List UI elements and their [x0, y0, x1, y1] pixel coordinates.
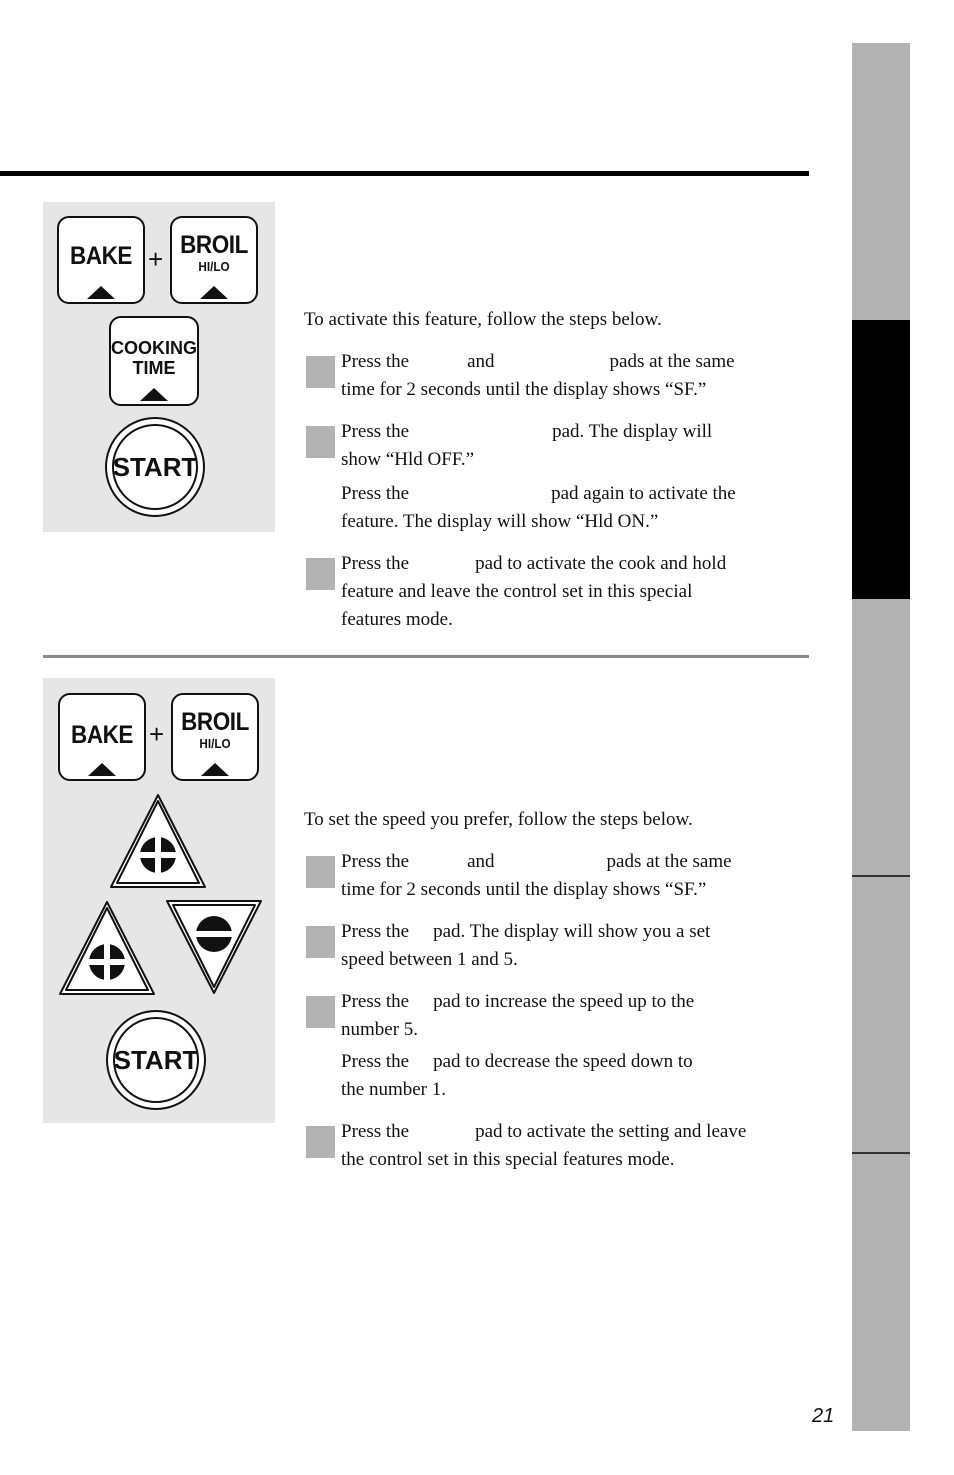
step-number-box: [306, 856, 335, 888]
step-text: pad. The display will show you a set: [433, 921, 711, 942]
step-number-box: [306, 926, 335, 958]
triangle-icon: [87, 286, 115, 299]
step-number-box: [306, 1126, 335, 1158]
start-pad: [106, 1010, 206, 1110]
section1-step-2b: [341, 480, 811, 536]
up-arrow-pad: [108, 793, 208, 890]
step-text: Press the: [341, 1051, 410, 1072]
broil-pad: [170, 216, 258, 304]
step-text: the control set in this special features mode.: [341, 1149, 675, 1170]
section1-intro: To activate this feature, follow the steps below.: [304, 309, 662, 330]
step-number-box: [306, 558, 335, 590]
step-text: Press the: [341, 921, 410, 942]
plus-sign: +: [148, 244, 164, 274]
section1-step-2: [341, 418, 811, 474]
broil-pad-sublabel: HI/LO: [199, 736, 231, 751]
step-text: speed between 1 and 5.: [341, 949, 518, 970]
step-text: pads at the same: [606, 851, 732, 872]
step-text: Press the: [341, 483, 410, 504]
step-text: pad to activate the cook and hold: [475, 553, 727, 574]
step-text: Press the: [341, 851, 410, 872]
cooking-time-pad: [109, 316, 199, 406]
top-rule: [0, 171, 809, 176]
start-pad-label: START: [113, 1017, 199, 1103]
bake-pad-label: BAKE: [71, 721, 133, 749]
triangle-icon: [201, 763, 229, 776]
side-tab-divider: [852, 1152, 910, 1154]
down-arrow-pad: [164, 898, 264, 995]
broil-pad: [171, 693, 259, 781]
section2-intro: To set the speed you prefer, follow the steps below.: [304, 809, 693, 830]
step-text: Press the: [341, 553, 410, 574]
section1-pad-panel: [43, 202, 275, 532]
step-text: pads at the same: [609, 351, 735, 372]
step-text: Press the: [341, 1121, 410, 1142]
step-text: pad to activate the setting and leave: [475, 1121, 747, 1142]
step-text: show “Hld OFF.”: [341, 449, 475, 470]
step-text: and: [467, 851, 495, 872]
cooking-time-label-2: TIME: [132, 358, 176, 378]
side-tab-divider: [852, 875, 910, 877]
side-tab-active: [852, 320, 910, 599]
broil-pad-label: BROIL: [180, 231, 248, 259]
step-text: Press the: [341, 421, 410, 442]
step-text: time for 2 seconds until the display shows “SF.”: [341, 879, 707, 900]
triangle-icon: [88, 763, 116, 776]
triangle-icon: [200, 286, 228, 299]
section2-step-4: [341, 1118, 811, 1174]
side-tab-strip: [852, 43, 910, 1431]
section1-step-3: [341, 550, 811, 634]
broil-pad-label: BROIL: [181, 708, 249, 736]
section2-step-3b: [341, 1048, 811, 1104]
step-text: number 5.: [341, 1019, 419, 1040]
bake-pad-label: BAKE: [70, 242, 132, 270]
step-text: the number 1.: [341, 1079, 447, 1100]
step-number-box: [306, 996, 335, 1028]
step-text: Press the: [341, 351, 410, 372]
section2-step-3: [341, 988, 811, 1044]
triangle-icon: [140, 388, 168, 401]
section2-pad-panel: [43, 678, 275, 1123]
section2-step-2: [341, 918, 811, 974]
step-number-box: [306, 426, 335, 458]
bake-pad: [57, 216, 145, 304]
step-text: Press the: [341, 991, 410, 1012]
section-divider: [43, 655, 809, 658]
page-number: 21: [812, 1405, 835, 1427]
step-text: features mode.: [341, 609, 453, 630]
bake-pad: [58, 693, 146, 781]
broil-pad-sublabel: HI/LO: [198, 259, 230, 274]
step-text: feature. The display will show “Hld ON.”: [341, 511, 659, 532]
step-text: pad to decrease the speed down to: [433, 1051, 693, 1072]
section2-step-1: [341, 848, 811, 904]
step-number-box: [306, 356, 335, 388]
start-pad: [105, 417, 205, 517]
step-text: pad again to activate the: [551, 483, 736, 504]
cooking-time-label-1: COOKING: [111, 338, 198, 358]
up-arrow-pad-2: [57, 900, 157, 997]
step-text: feature and leave the control set in this special: [341, 581, 693, 602]
step-text: time for 2 seconds until the display shows “SF.”: [341, 379, 707, 400]
start-pad-label: START: [112, 424, 198, 510]
section1-step-1: [341, 348, 811, 404]
step-text: pad to increase the speed up to the: [433, 991, 695, 1012]
step-text: pad. The display will: [552, 421, 713, 442]
step-text: and: [467, 351, 495, 372]
plus-sign: +: [149, 719, 165, 749]
